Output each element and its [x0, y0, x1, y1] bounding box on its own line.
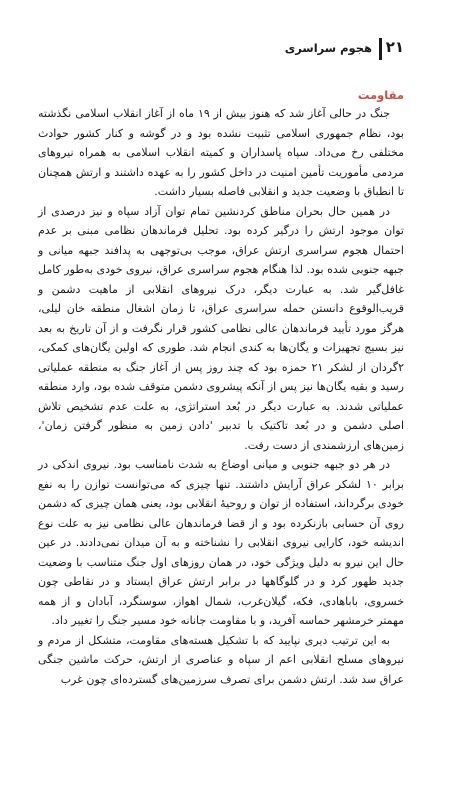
paragraph: در همین حال بحران مناطق کردنشین تمام توان آزاد سپاه و نیز درصدی از توان موجود ارتش را درگیر کرده بود. تحلیل فرماندهان نظامی مبنی بر عدم احتمال هجوم سراسری ارتش عراق، موجب بی‌توجهی به پدافند جبهه میانی و جبهه جنوبی شده بود. لذا هنگام هجوم سراسری عراق، نیروی خودی به‌طور کامل غافل‌گیر شد. به عبارت دیگر، درک نیروهای انقلابی از ماهیت دشمن و قریب‌الوقوع دانستن حمله سراسری عراق، تا زمان اشغال منطقه خان لیلی، هرگز مورد تأیید فرماندهان عالی نظامی کشور قرار نگرفت و از آن تاریخ به بعد نیز بسیج تجهیزات و یگان‌ها به کندی انجام شد. طوری که اولین یگان‌های کمکی، ۲گردان از لشکر ۲۱ حمزه بود که چند روز پس از آغاز جنگ به منطقه عملیاتی رسید و بقیه یگان‌ها نیز پس از آنکه پیشروی دشمن متوقف شده بود، وارد منطقه عملیاتی شدند. به عبارت دیگر در بُعد استراتژی، به علت عدم تشخیص تلاش اصلی دشمن و در بُعد تاکتیک با تدبیر 'دادن زمین به منظور گرفتن زمان'، زمین‌های ارزشمندی از دست رفت. [38, 204, 404, 452]
body-text [38, 104, 404, 689]
section-title: مقاومت [357, 88, 404, 102]
header-divider [379, 38, 382, 60]
paragraph: جنگ در حالی آغاز شد که هنوز بیش از ۱۹ ماه از آغاز انقلاب اسلامی نگذشته بود، نظام جمهوری اسلامی تثبیت نشده بود و در گوشه و کنار کشور حوادث مختلفی رخ می‌داد. سپاه پاسداران و کمیته انقلاب اسلامی به همراه نیروهای مردمی مأموریت تأمین امنیت در داخل کشور را به عهده داشتند و ارتش همچنان تا انطباق با وضعیت جدید و انقلابی فاصله بسیار داشت. [38, 107, 404, 198]
paragraph: در هر دو جبهه جنوبی و میانی اوضاع به شدت نامناسب بود. نیروی اندکی در برابر ۱۰ لشکر عراق آرایش داشتند. تنها چیزی که می‌توانست توازن را به نفع خودی برگرداند، استفاده از توان و روحیهٔ انقلابی بود، یعنی همان چیزی که دشمن روی آن حسابی بازنکرده بود و از قضا فرماندهان عالی نظامی نیز به علت نوع اندیشه خود، کارایی نیروی انقلابی را نشناخته و به آن میدان نمی‌دادند. در عین حال این نیرو به دلیل ویژگی خود، در همان روزهای اول جنگ متناسب با وضعیت جدید ظهور کرد و در گلوگاهها در برابر ارتش عراق ایستاد و در نقاطی چون خسروی، باباهادی، فکه، گیلان‌غرب، شمال اهواز، سوسنگرد، آبادان و از همه مهمتر خرمشهر حماسه آفرید، و با مقاومت جانانه خود مسیر جنگ را تغییر داد. [38, 458, 404, 627]
paragraph: به این ترتیب دیری نپایید که با تشکیل هسته‌های مقاومت، متشکل از مردم و نیروهای مسلح انقلابی اعم از سپاه و عناصری از ارتش، حرکت ماشین جنگی عراق سد شد. ارتش دشمن برای تصرف سرزمین‌های گسترده‌ای چون غرب [38, 633, 404, 686]
running-title: هجوم سراسری [284, 41, 372, 55]
page-number: ۲۱ [385, 38, 404, 56]
page-header [0, 38, 452, 60]
